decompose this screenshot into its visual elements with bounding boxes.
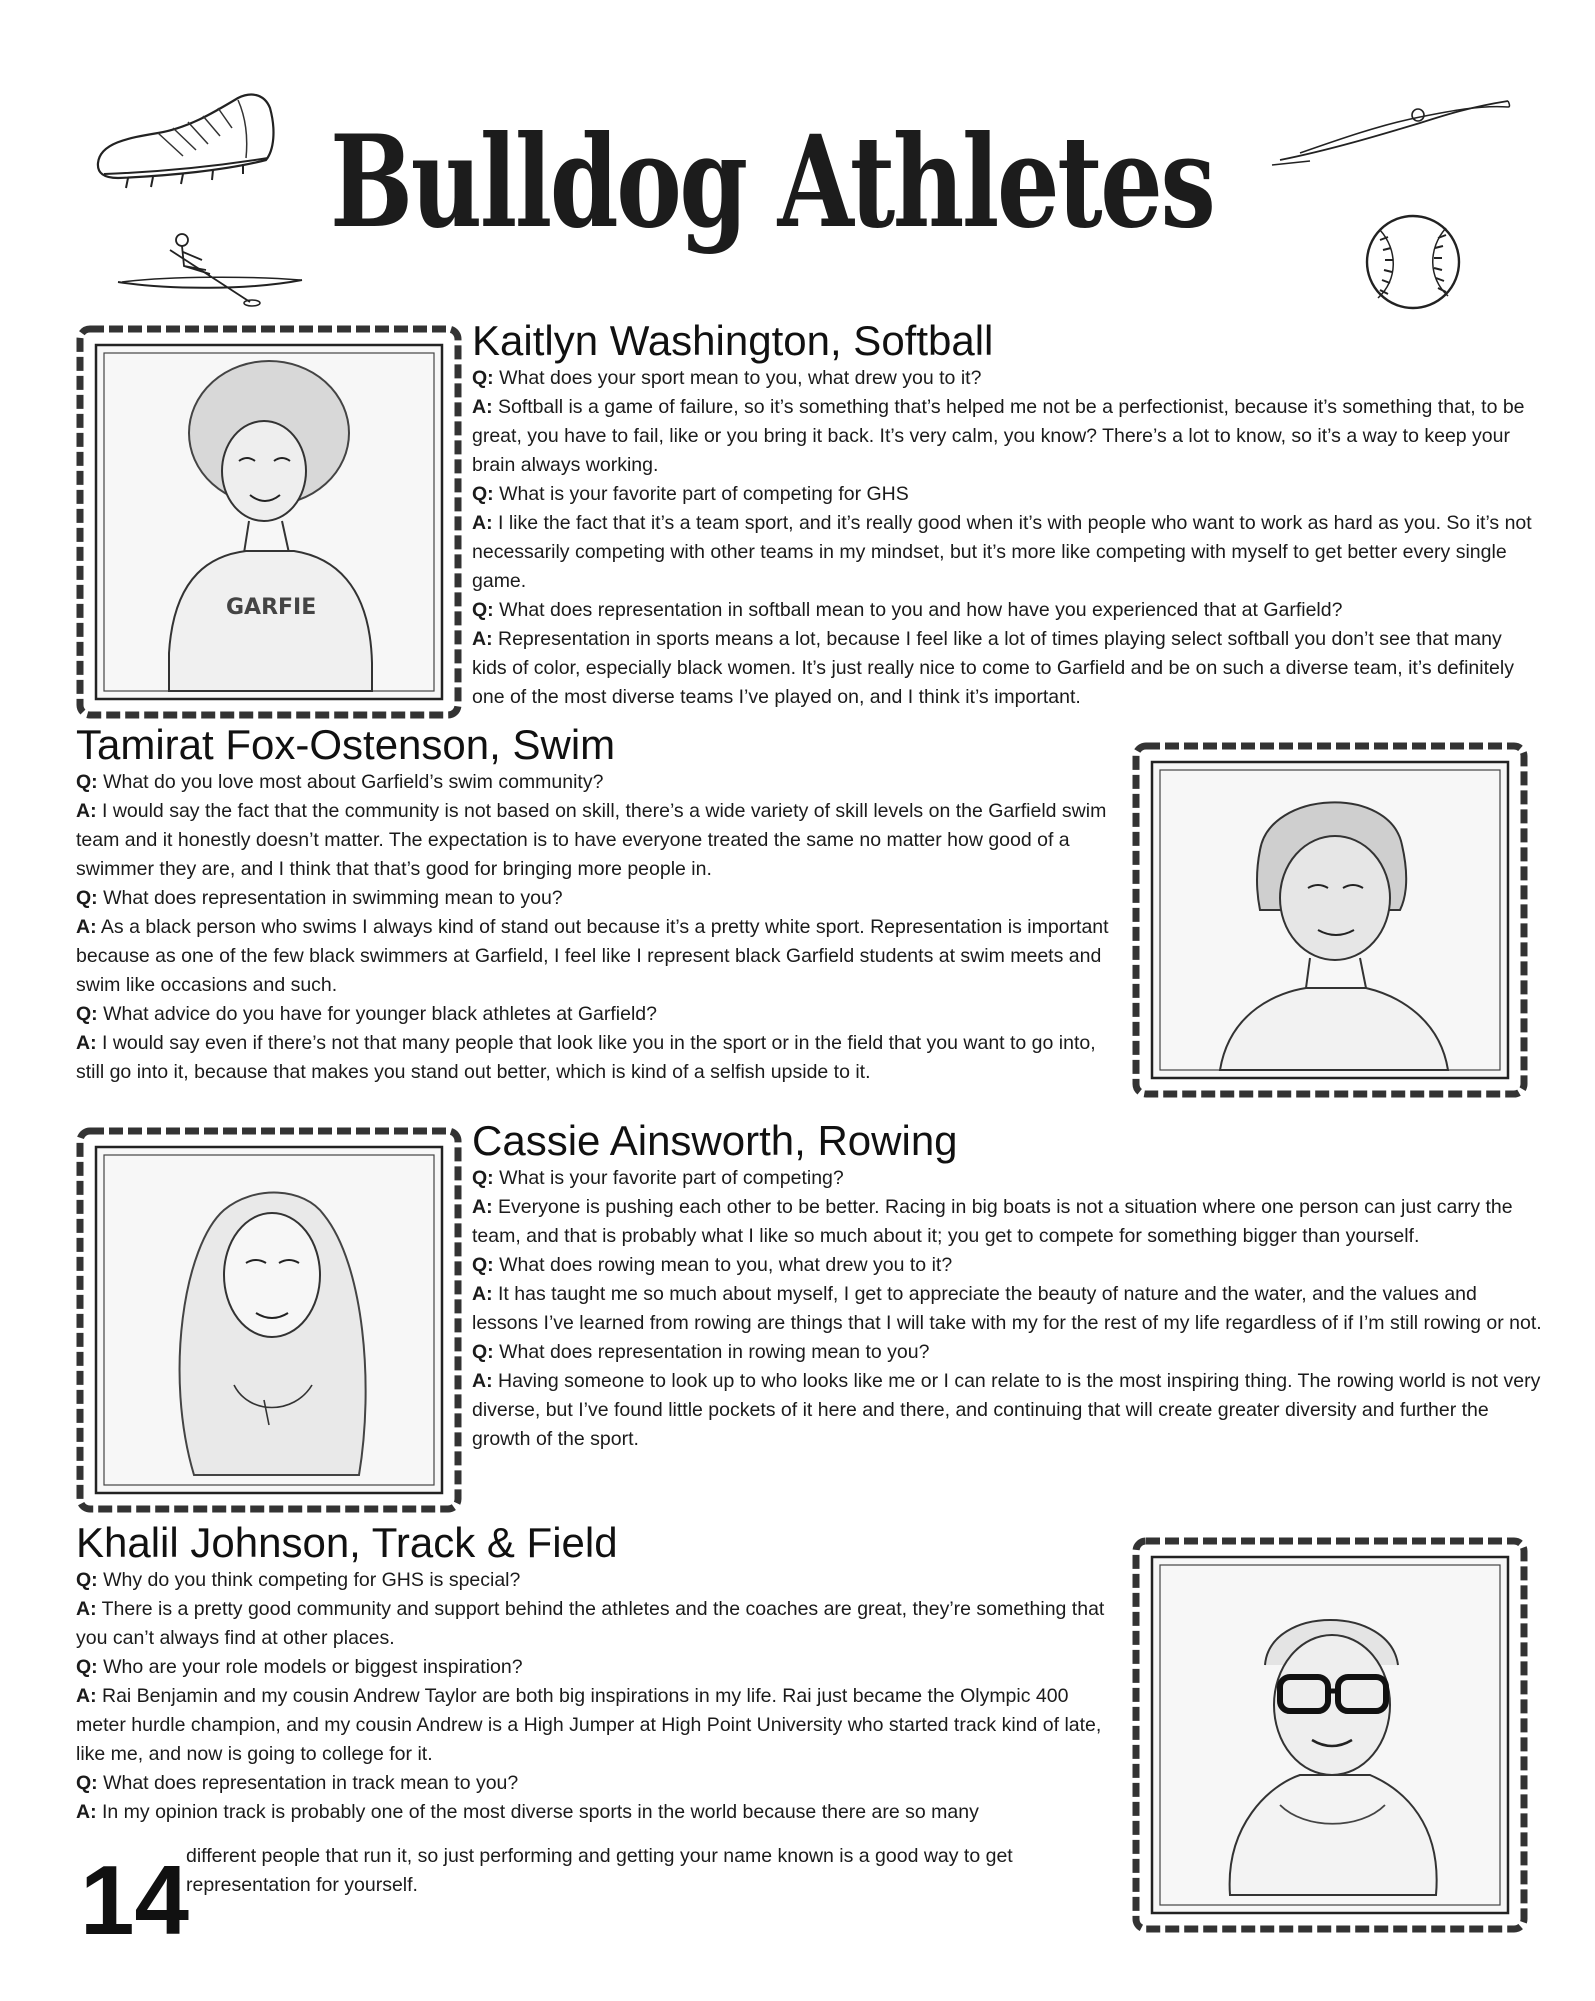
qa-label: A: Softball is a game of failure, so it’s something that’s helped me not be a perfectionist, because it’s something that, to be great, you have to fail, like or you bring it back. It’s very calm, you know? There’s a lot to know, so it’s a way to keep your brain always working. — [472, 396, 1525, 476]
section-cassie — [472, 1118, 1547, 1454]
qa-label: Q: What does your sport mean to you, what drew you to it? — [472, 367, 982, 389]
qa-label: A: As a black person who swims I always kind of stand out because it’s a pretty white sport. Representation is important because as one of the few black swimmers at Garfield, I feel like I represent black Garfield students at swim meets and swim like occasions and such. — [76, 916, 1109, 996]
portrait-khalil — [1130, 1535, 1530, 1935]
portrait-cassie — [74, 1125, 464, 1515]
athlete-heading: Khalil Johnson, Track & Field — [76, 1519, 618, 1566]
qa-label: Q: What does rowing mean to you, what drew you to it? — [472, 1254, 953, 1276]
qa-label: Q: What do you love most about Garfield’s swim community? — [76, 771, 604, 793]
qa-label: Q: What does representation in track mean to you? — [76, 1772, 519, 1794]
qa-label: A: It has taught me so much about myself, I get to appreciate the beauty of nature and the water, and the values and lessons I’ve learned from rowing are things that I will take with my for the rest of my life regardless of if I’m still rowing or not. — [472, 1283, 1542, 1334]
section-tamirat — [76, 722, 1116, 1087]
qa-label: Q: What is your favorite part of competing? — [472, 1167, 844, 1189]
diver-icon — [1270, 95, 1515, 175]
qa-label: A: Rai Benjamin and my cousin Andrew Taylor are both big inspirations in my life. Rai just became the Olympic 400 meter hurdle champion, and my cousin Andrew is a High Jumper at High Point University who started track kind of late, like me, and now is going to college for it. — [76, 1685, 1102, 1765]
portrait-frame-kaitlyn — [74, 323, 464, 721]
section-khalil — [76, 1520, 1116, 1827]
portrait-frame-tamirat — [1130, 740, 1530, 1100]
page-title: Bulldog Athletes — [330, 108, 1214, 256]
qa-block — [76, 1566, 1116, 1827]
qa-label: A: I would say even if there’s not that many people that look like you in the sport or in the field that you want to go into, still go into it, because that makes you stand out better, which is kind of a selfish upside to it. — [76, 1032, 1096, 1083]
qa-label: Q: What is your favorite part of competing for GHS — [472, 483, 909, 505]
qa-block — [472, 364, 1537, 712]
answer-continuation: different people that run it, so just performing and getting your name known is a good way to get representation for yourself. — [186, 1845, 1013, 1896]
portrait-frame-cassie — [74, 1125, 464, 1515]
track-spike-shoe-icon — [88, 78, 283, 193]
qa-label: A: Everyone is pushing each other to be better. Racing in big boats is not a situation where one person can just carry the team, and that is probably what I like so much about it; you get to compete for something bigger than yourself. — [472, 1196, 1513, 1247]
qa-block — [76, 768, 1116, 1087]
qa-label: A: I like the fact that it’s a team sport, and it’s really good when it’s with people who want to work as hard as you. So it’s not necessarily competing with other teams in my mindset, but it’s more like competing with myself to get better every single game. — [472, 512, 1532, 592]
qa-label: A: Representation in sports means a lot, because I feel like a lot of times playing select softball you don’t see that many kids of color, especially black women. It’s just really nice to come to Garfield and be on such a diverse team, it’s definitely one of the most diverse teams I’ve played on, and I think it’s important. — [472, 628, 1514, 708]
qa-block — [472, 1164, 1547, 1454]
qa-label: Q: What does representation in softball mean to you and how have you experienced that at Garfield? — [472, 599, 1343, 621]
portrait-jersey-text: GARFIE — [226, 595, 317, 620]
qa-label: Q: What does representation in swimming mean to you? — [76, 887, 563, 909]
baseball-icon — [1358, 210, 1468, 315]
athlete-heading: Cassie Ainsworth, Rowing — [472, 1117, 958, 1164]
page-number: 14 — [80, 1845, 190, 1955]
qa-label: Q: Who are your role models or biggest inspiration? — [76, 1656, 523, 1678]
portrait-tamirat — [1130, 740, 1530, 1100]
qa-label: A: In my opinion track is probably one of the most diverse sports in the world because there are so many — [76, 1801, 979, 1823]
qa-label: Q: Why do you think competing for GHS is special? — [76, 1569, 521, 1591]
qa-label: Q: What does representation in rowing mean to you? — [472, 1341, 930, 1363]
portrait-kaitlyn — [74, 323, 464, 721]
portrait-frame-khalil — [1130, 1535, 1530, 1935]
qa-label: Q: What advice do you have for younger black athletes at Garfield? — [76, 1003, 657, 1025]
athlete-heading: Tamirat Fox-Ostenson, Swim — [76, 721, 616, 768]
rower-icon — [110, 230, 310, 310]
section-kaitlyn — [472, 318, 1537, 712]
qa-label: A: Having someone to look up to who looks like me or I can relate to is the most inspiring thing. The rowing world is not very diverse, but I’ve found little pockets of it here and there, and continuing that will create greater diversity and further the growth of the sport. — [472, 1370, 1541, 1450]
athlete-heading: Kaitlyn Washington, Softball — [472, 317, 994, 364]
qa-label: A: I would say the fact that the community is not based on skill, there’s a wide variety of skill levels on the Garfield swim team and it honestly doesn’t matter. The expectation is to have everyone treated the same no matter how good of a swimmer they are, and I think that that’s good for bringing more people in. — [76, 800, 1107, 880]
qa-label: A: There is a pretty good community and support behind the athletes and the coaches are great, they’re something that you can’t always find at other places. — [76, 1598, 1105, 1649]
